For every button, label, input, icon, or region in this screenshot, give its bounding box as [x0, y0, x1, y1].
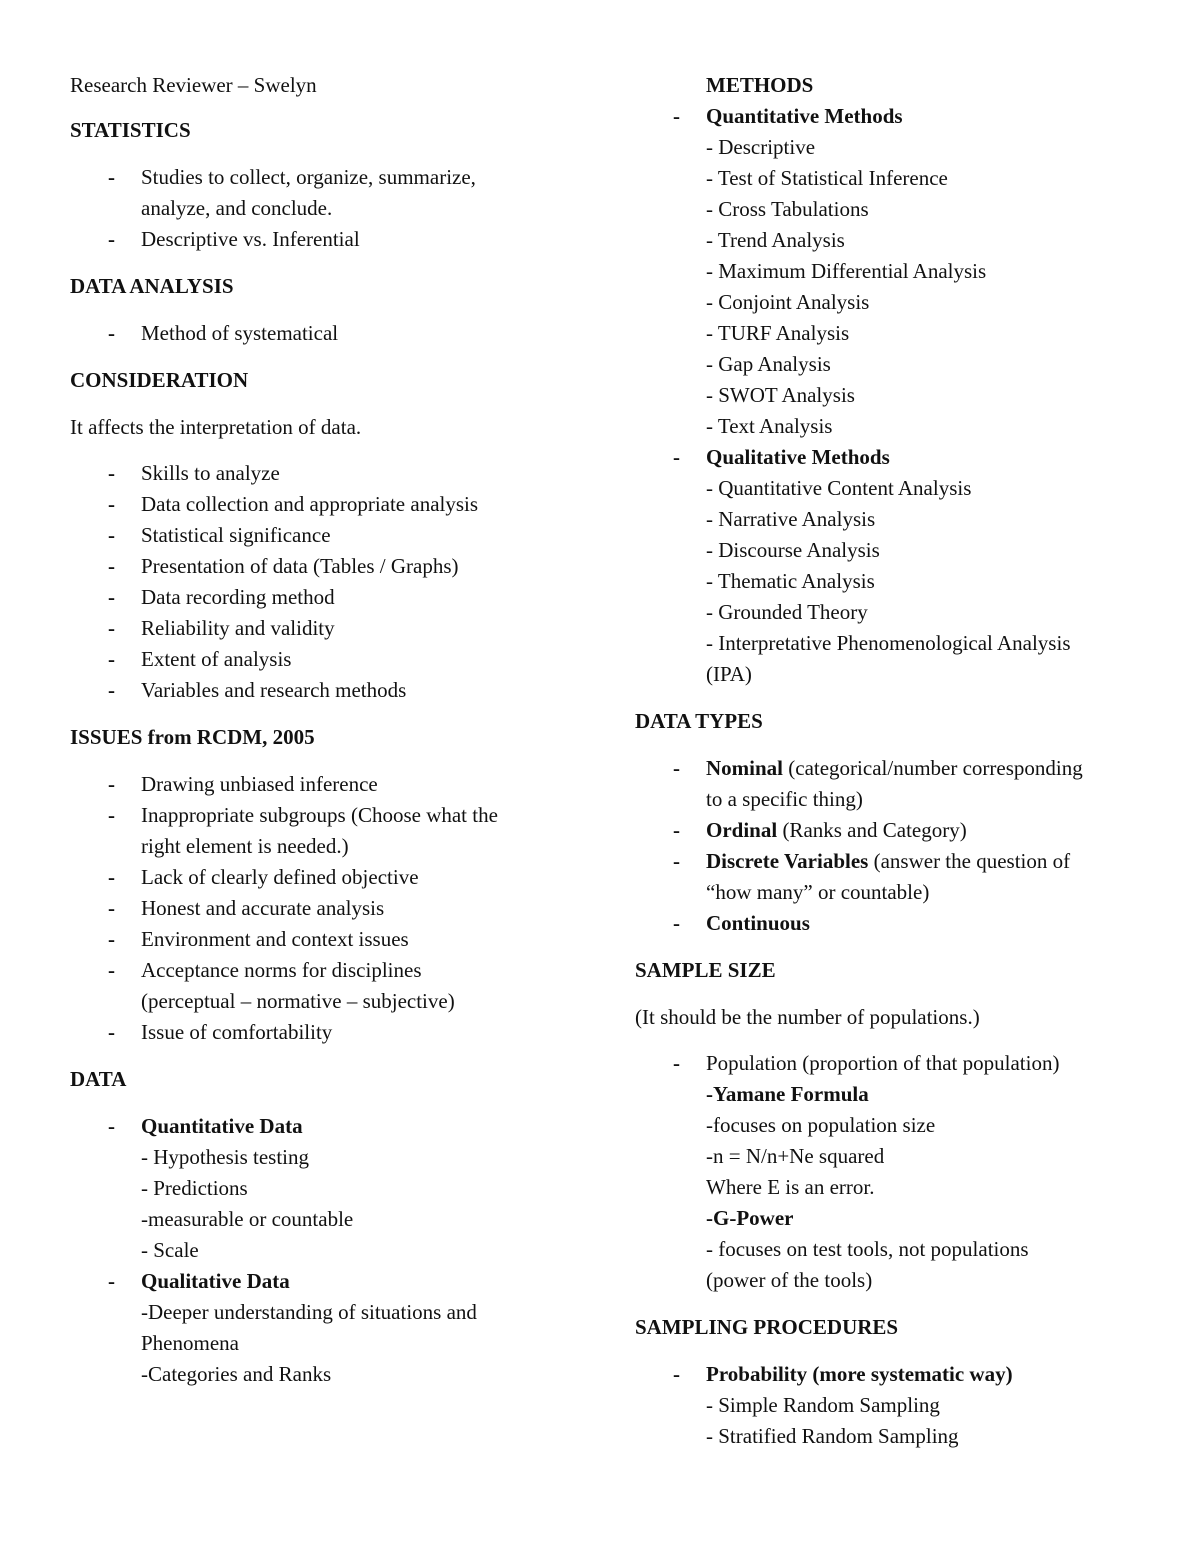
sampling-list [635, 1359, 1155, 1452]
list-item: - Data collection and appropriate analysis [108, 492, 479, 516]
list-item: - Acceptance norms for disciplines (perceptual – normative – subjective) [108, 958, 455, 1013]
list-item: - Extent of analysis [108, 647, 292, 671]
consideration-heading: CONSIDERATION [70, 368, 249, 392]
list-item: - Ordinal (Ranks and Category) [673, 818, 967, 842]
list-item: - Population (proportion of that population) -Yamane Formula -focuses on population size -n = N/n+Ne squared Where E is an error. -G-Power - focuses on test tools, not populations (power of the tools) [635, 1048, 1155, 1296]
list-item: - Honest and accurate analysis [108, 896, 385, 920]
left-column [70, 70, 570, 1390]
data-analysis-heading: DATA ANALYSIS [70, 274, 234, 298]
methods-heading: METHODS [706, 73, 814, 97]
methods-list [635, 101, 1155, 690]
sampling-procedures-heading: SAMPLING PROCEDURES [635, 1315, 899, 1339]
list-item: - Method of systematical [108, 321, 339, 345]
data-heading: DATA [70, 1067, 127, 1091]
list-item: - Data recording method [108, 585, 335, 609]
list-item: - Presentation of data (Tables / Graphs) [108, 554, 459, 578]
list-item: - Inappropriate subgroups (Choose what the right element is needed.) [108, 803, 498, 858]
document-title: Research Reviewer – Swelyn [70, 73, 317, 97]
consideration-list [70, 458, 570, 706]
list-item: - Quantitative Methods - Descriptive - Test of Statistical Inference - Cross Tabulations - Trend Analysis - Maximum Differential Analysis - Conjoint Analysis - TURF Analysis - Gap Analysis - SWOT Analysis - Text Analysis [635, 101, 1155, 442]
sample-size-list [635, 1048, 1155, 1296]
statistics-heading: STATISTICS [70, 118, 191, 142]
probability-label: Probability (more systematic way) [706, 1362, 1013, 1386]
list-item: - Probability (more systematic way) - Simple Random Sampling - Stratified Random Sampling [635, 1359, 1155, 1452]
list-item: - Drawing unbiased inference [108, 772, 378, 796]
list-item: - Skills to analyze [108, 461, 280, 485]
yamane-formula-label: -Yamane Formula [706, 1082, 869, 1106]
right-column [635, 70, 1155, 1452]
list-item: - Discrete Variables (answer the question of “how many” or countable) [673, 849, 1071, 904]
sample-size-heading: SAMPLE SIZE [635, 958, 776, 982]
qualitative-data-label: Qualitative Data [141, 1269, 290, 1293]
list-item: - Issue of comfortability [108, 1020, 333, 1044]
list-item: - Quantitative Data - Hypothesis testing - Predictions -measurable or countable - Scale [70, 1111, 570, 1266]
qualitative-methods-label: Qualitative Methods [706, 445, 890, 469]
data-types-heading: DATA TYPES [635, 709, 763, 733]
list-item: - Qualitative Methods - Quantitative Content Analysis - Narrative Analysis - Discourse Analysis - Thematic Analysis - Grounded Theory - Interpretative Phenomenological Analysis (IPA) [635, 442, 1155, 690]
data-types-list [635, 753, 1155, 939]
issues-list [70, 769, 570, 1048]
list-item: - Studies to collect, organize, summarize, analyze, and conclude. [108, 165, 476, 220]
list-item: - Statistical significance [108, 523, 331, 547]
issues-heading: ISSUES from RCDM, 2005 [70, 725, 315, 749]
list-item: - Continuous [673, 911, 810, 935]
sample-size-intro: (It should be the number of populations.) [635, 1005, 980, 1029]
list-item: - Qualitative Data -Deeper understanding of situations and Phenomena -Categories and Ranks [70, 1266, 570, 1390]
quantitative-data-label: Quantitative Data [141, 1114, 303, 1138]
list-item: - Lack of clearly defined objective [108, 865, 419, 889]
data-list [70, 1111, 570, 1390]
statistics-list [70, 162, 570, 255]
quantitative-methods-label: Quantitative Methods [706, 104, 903, 128]
list-item: - Nominal (categorical/number corresponding to a specific thing) [673, 756, 1083, 811]
consideration-intro: It affects the interpretation of data. [70, 415, 362, 439]
list-item: - Variables and research methods [108, 678, 407, 702]
list-item: - Descriptive vs. Inferential [108, 227, 360, 251]
g-power-label: -G-Power [706, 1206, 794, 1230]
list-item: - Environment and context issues [108, 927, 409, 951]
data-analysis-list [70, 318, 570, 349]
list-item: - Reliability and validity [108, 616, 335, 640]
